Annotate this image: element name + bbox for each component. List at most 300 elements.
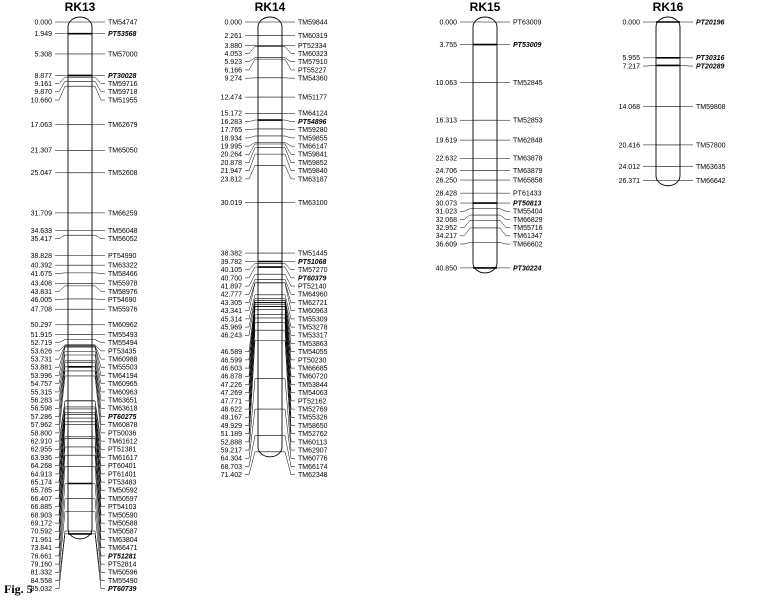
name-connector xyxy=(92,77,105,83)
name-connector xyxy=(282,136,295,138)
marker-position: 17.765 xyxy=(220,127,242,135)
name-connector xyxy=(92,345,105,351)
marker-position: 46.005 xyxy=(30,297,52,305)
marker-position: 12.474 xyxy=(220,94,242,102)
name-connector xyxy=(282,452,295,475)
marker-position: 62.910 xyxy=(30,438,52,446)
marker-name: TM52853 xyxy=(513,117,543,125)
marker-position: 71.961 xyxy=(30,536,52,544)
marker-position: 56.283 xyxy=(30,397,52,405)
marker-position: 68.703 xyxy=(220,463,242,471)
marker-name: PT53483 xyxy=(108,479,137,487)
marker-name: TM60113 xyxy=(298,439,328,447)
marker-name: PT51381 xyxy=(108,446,137,454)
position-connector xyxy=(55,352,68,384)
marker-position: 46.878 xyxy=(220,373,242,381)
marker-position: 64.304 xyxy=(220,455,242,463)
marker-position: 46.589 xyxy=(220,349,242,357)
name-connector xyxy=(282,436,295,467)
position-connector xyxy=(460,215,473,219)
marker-position: 66.885 xyxy=(30,504,52,512)
marker-name: TM56052 xyxy=(108,236,138,244)
marker-position: 38.828 xyxy=(30,253,52,261)
name-connector xyxy=(680,65,693,66)
marker-position: 55.315 xyxy=(30,389,52,397)
position-connector xyxy=(55,81,68,91)
marker-position: 49.167 xyxy=(220,414,242,422)
marker-name: TM63804 xyxy=(108,536,138,544)
chromosome-rk16 xyxy=(619,0,726,186)
marker-name: PT30028 xyxy=(108,72,137,80)
position-connector xyxy=(245,58,258,62)
marker-position: 8.877 xyxy=(34,72,52,80)
marker-name: TM58466 xyxy=(108,270,138,278)
marker-position: 22.632 xyxy=(435,155,457,163)
marker-name: TM66642 xyxy=(696,178,726,186)
marker-position: 41.675 xyxy=(30,270,52,278)
marker-name: TM64194 xyxy=(108,372,138,380)
marker-name: TM51177 xyxy=(298,94,328,102)
marker-position: 58.800 xyxy=(30,430,52,438)
position-connector xyxy=(245,129,258,130)
marker-name: TM58650 xyxy=(298,422,328,430)
marker-position: 7.217 xyxy=(622,63,640,71)
marker-name: TM57910 xyxy=(298,59,328,67)
marker-position: 9.161 xyxy=(34,81,52,89)
marker-name: TM52762 xyxy=(298,431,328,439)
marker-name: PT50813 xyxy=(513,200,542,208)
name-connector xyxy=(282,144,295,154)
marker-name: TM50590 xyxy=(108,512,138,520)
marker-name: PT51068 xyxy=(298,258,327,266)
position-connector xyxy=(245,142,258,146)
name-connector xyxy=(282,280,295,295)
marker-position: 54.757 xyxy=(30,381,52,389)
marker-position: 43.831 xyxy=(30,288,52,296)
marker-position: 52.719 xyxy=(30,340,52,348)
chromosome-bar xyxy=(656,17,680,186)
name-connector xyxy=(282,299,295,327)
marker-position: 84.558 xyxy=(30,577,52,585)
marker-name: TM66174 xyxy=(298,463,328,471)
marker-position: 76.661 xyxy=(30,553,52,561)
marker-name: PT50036 xyxy=(108,430,137,438)
marker-name: PT52334 xyxy=(298,42,327,50)
marker-position: 19.619 xyxy=(435,137,457,145)
position-connector xyxy=(245,144,258,154)
marker-position: 24.706 xyxy=(435,168,457,176)
marker-name: PT53435 xyxy=(108,348,137,356)
marker-position: 14.068 xyxy=(618,104,640,112)
name-connector xyxy=(92,299,105,300)
marker-position: 64.913 xyxy=(30,471,52,479)
marker-name: PT60275 xyxy=(108,413,137,421)
marker-position: 6.166 xyxy=(224,67,242,75)
marker-position: 24.012 xyxy=(618,163,640,171)
marker-position: 0.000 xyxy=(34,19,52,27)
position-connector xyxy=(245,436,258,467)
marker-name: TM66602 xyxy=(513,241,543,249)
marker-name: TM54055 xyxy=(298,349,328,357)
position-connector xyxy=(55,86,68,100)
marker-name: TM57000 xyxy=(108,51,138,59)
marker-position: 42.777 xyxy=(220,291,242,299)
marker-name: PT55227 xyxy=(298,67,327,75)
marker-position: 41.897 xyxy=(220,283,242,291)
marker-position: 32.068 xyxy=(435,216,457,224)
marker-name: TM62679 xyxy=(108,122,138,130)
marker-position: 47.771 xyxy=(220,398,242,406)
marker-position: 49.929 xyxy=(220,422,242,430)
marker-position: 57.286 xyxy=(30,413,52,421)
marker-name: TM52845 xyxy=(513,79,543,87)
name-connector xyxy=(497,215,510,219)
name-connector xyxy=(92,81,105,91)
marker-position: 59.217 xyxy=(220,447,242,455)
chromosome-bar xyxy=(68,17,92,539)
name-connector xyxy=(282,46,295,53)
name-connector xyxy=(92,512,105,573)
marker-name: PT60379 xyxy=(298,275,327,283)
marker-name: TM53863 xyxy=(298,340,328,348)
marker-position: 15.172 xyxy=(220,110,242,118)
marker-position: 10.660 xyxy=(30,97,52,105)
marker-position: 45.969 xyxy=(220,324,242,332)
marker-position: 9.870 xyxy=(34,89,52,97)
name-connector xyxy=(282,120,295,122)
name-connector xyxy=(497,242,510,244)
marker-position: 46.243 xyxy=(220,332,242,340)
marker-position: 43.408 xyxy=(30,280,52,288)
marker-name: TM63100 xyxy=(298,200,328,208)
marker-name: TM50596 xyxy=(108,569,138,577)
marker-position: 23.812 xyxy=(220,176,242,184)
marker-name: TM63651 xyxy=(108,397,138,405)
marker-position: 17.063 xyxy=(30,122,52,130)
marker-name: TM59852 xyxy=(298,159,328,167)
marker-name: TM51955 xyxy=(108,97,138,105)
marker-name: TM61612 xyxy=(108,438,138,446)
marker-position: 53.881 xyxy=(30,364,52,372)
position-connector xyxy=(55,345,68,359)
marker-position: 30.073 xyxy=(435,200,457,208)
marker-position: 20.264 xyxy=(220,151,242,159)
marker-name: TM55493 xyxy=(108,331,138,339)
marker-name: TM54747 xyxy=(108,19,138,27)
marker-position: 51.189 xyxy=(220,431,242,439)
marker-position: 2.261 xyxy=(224,33,242,41)
marker-name: TM66471 xyxy=(108,545,138,553)
name-connector xyxy=(92,235,105,238)
marker-position: 66.407 xyxy=(30,495,52,503)
marker-position: 16.283 xyxy=(220,118,242,126)
marker-position: 5.955 xyxy=(622,55,640,63)
marker-name: TM60963 xyxy=(298,308,328,316)
name-connector xyxy=(282,59,295,70)
marker-name: TM63879 xyxy=(513,168,543,176)
marker-name: PT52162 xyxy=(298,398,327,406)
marker-name: TM58976 xyxy=(108,288,138,296)
marker-position: 0.000 xyxy=(439,19,457,27)
marker-name: PT60739 xyxy=(108,586,137,594)
marker-name: TM53844 xyxy=(298,381,328,389)
marker-name: TM65858 xyxy=(513,177,543,185)
marker-name: TM59844 xyxy=(298,19,328,27)
marker-name: PT30224 xyxy=(513,265,542,273)
marker-name: TM52769 xyxy=(298,406,328,414)
position-connector xyxy=(460,228,473,236)
position-connector xyxy=(245,263,258,269)
marker-position: 40.700 xyxy=(220,275,242,283)
figure-caption: Fig. 5 xyxy=(4,582,33,596)
position-connector xyxy=(245,267,258,278)
marker-position: 63.936 xyxy=(30,454,52,462)
marker-position: 16.313 xyxy=(435,117,457,125)
name-connector xyxy=(497,220,510,227)
name-connector xyxy=(282,267,295,278)
marker-name: TM63187 xyxy=(298,176,328,184)
chromosome-rk14 xyxy=(221,0,328,479)
marker-name: TM59808 xyxy=(696,104,726,112)
position-connector xyxy=(245,59,258,70)
marker-position: 36.609 xyxy=(435,241,457,249)
marker-name: TM54360 xyxy=(298,75,328,83)
marker-name: TM55326 xyxy=(298,414,328,422)
marker-position: 21.947 xyxy=(220,168,242,176)
marker-name: TM62848 xyxy=(513,137,543,145)
marker-position: 35.417 xyxy=(30,236,52,244)
marker-position: 46.599 xyxy=(220,357,242,365)
marker-position: 3.755 xyxy=(439,42,457,50)
marker-position: 81.332 xyxy=(30,569,52,577)
marker-name: TM59280 xyxy=(298,127,328,135)
marker-name: TM60323 xyxy=(298,50,328,58)
position-connector xyxy=(55,345,68,351)
marker-position: 25.047 xyxy=(30,170,52,178)
name-connector xyxy=(92,86,105,100)
marker-position: 73.841 xyxy=(30,545,52,553)
marker-name: TM62721 xyxy=(298,299,328,307)
position-connector xyxy=(55,235,68,238)
marker-name: TM66147 xyxy=(298,143,328,151)
position-connector xyxy=(245,120,258,122)
marker-position: 1.949 xyxy=(34,31,52,39)
marker-position: 47.708 xyxy=(30,306,52,314)
marker-position: 51.915 xyxy=(30,331,52,339)
marker-name: TM66829 xyxy=(513,216,543,224)
marker-name: PT52140 xyxy=(298,283,327,291)
marker-position: 47.269 xyxy=(220,390,242,398)
marker-name: TM59840 xyxy=(298,168,328,176)
marker-name: TM55976 xyxy=(108,306,138,314)
name-connector xyxy=(92,286,105,292)
position-connector xyxy=(460,209,473,211)
marker-name: PT61401 xyxy=(108,471,137,479)
position-connector xyxy=(55,512,68,573)
marker-position: 53.626 xyxy=(30,348,52,356)
marker-name: TM60963 xyxy=(108,389,138,397)
position-connector xyxy=(55,339,68,342)
position-connector xyxy=(55,355,68,392)
marker-name: TM63618 xyxy=(108,405,138,413)
marker-position: 43.305 xyxy=(220,299,242,307)
position-connector xyxy=(245,136,258,138)
position-connector xyxy=(460,242,473,244)
marker-name: TM60965 xyxy=(108,381,138,389)
marker-position: 43.341 xyxy=(220,308,242,316)
marker-position: 0.000 xyxy=(224,19,242,27)
marker-position: 48.622 xyxy=(220,406,242,414)
marker-position: 0.000 xyxy=(622,19,640,27)
marker-position: 30.019 xyxy=(220,200,242,208)
marker-name: TM60319 xyxy=(298,33,328,41)
marker-name: PT52814 xyxy=(108,561,137,569)
name-connector xyxy=(92,345,105,359)
marker-position: 31.709 xyxy=(30,210,52,218)
marker-name: TM50587 xyxy=(108,528,138,536)
marker-name: PT50230 xyxy=(298,357,327,365)
marker-name: TM55716 xyxy=(513,225,543,233)
marker-position: 62.955 xyxy=(30,446,52,454)
marker-name: PT54690 xyxy=(108,297,137,305)
marker-position: 70.592 xyxy=(30,528,52,536)
chromosome-title: RK14 xyxy=(254,0,286,14)
marker-name: PT20196 xyxy=(696,19,725,27)
marker-name: TM52608 xyxy=(108,170,138,178)
marker-name: TM53278 xyxy=(298,324,328,332)
marker-name: TM55978 xyxy=(108,280,138,288)
name-connector xyxy=(92,352,105,384)
marker-name: PT20289 xyxy=(696,63,725,71)
marker-name: TM56048 xyxy=(108,227,138,235)
marker-name: TM61347 xyxy=(513,233,543,241)
marker-name: TM53317 xyxy=(298,332,328,340)
chromosome-rk13 xyxy=(31,0,138,593)
chromosome-rk15 xyxy=(436,0,543,273)
marker-position: 47.226 xyxy=(220,381,242,389)
position-connector xyxy=(245,165,258,179)
marker-name: TM60962 xyxy=(108,322,138,330)
position-connector xyxy=(245,299,258,327)
name-connector xyxy=(282,129,295,130)
marker-name: PT60401 xyxy=(108,463,137,471)
marker-position: 26.371 xyxy=(618,178,640,186)
marker-name: TM60776 xyxy=(298,455,328,463)
marker-position: 71.402 xyxy=(220,472,242,480)
position-connector xyxy=(245,274,258,286)
position-connector xyxy=(460,220,473,227)
marker-name: TM64124 xyxy=(298,110,328,118)
marker-name: TM51445 xyxy=(298,250,328,258)
marker-name: PT54990 xyxy=(108,253,137,261)
marker-position: 19.995 xyxy=(220,143,242,151)
marker-position: 21.307 xyxy=(30,147,52,155)
marker-position: 10.063 xyxy=(435,79,457,87)
marker-name: PT51281 xyxy=(108,553,137,561)
marker-position: 46.603 xyxy=(220,365,242,373)
marker-name: TM57270 xyxy=(298,267,328,275)
marker-position: 52.888 xyxy=(220,439,242,447)
marker-name: TM62348 xyxy=(298,472,328,480)
marker-name: TM59718 xyxy=(108,89,138,97)
marker-position: 3.880 xyxy=(224,42,242,50)
position-connector xyxy=(245,452,258,475)
marker-name: TM55494 xyxy=(108,340,138,348)
marker-position: 9.274 xyxy=(224,75,242,83)
chromosome-bar xyxy=(473,17,497,273)
name-connector xyxy=(282,263,295,269)
marker-position: 64.268 xyxy=(30,463,52,471)
marker-name: TM59855 xyxy=(298,135,328,143)
position-connector xyxy=(55,299,68,300)
marker-position: 28.428 xyxy=(435,190,457,198)
position-connector xyxy=(55,77,68,83)
marker-position: 79.160 xyxy=(30,561,52,569)
marker-name: TM64960 xyxy=(298,291,328,299)
marker-position: 34.217 xyxy=(435,233,457,241)
marker-name: TM57800 xyxy=(696,142,726,150)
marker-name: TM66259 xyxy=(108,210,138,218)
marker-position: 32.952 xyxy=(435,225,457,233)
marker-name: TM55309 xyxy=(298,316,328,324)
marker-name: TM50592 xyxy=(108,487,138,495)
marker-position: 85.032 xyxy=(30,586,52,594)
marker-position: 56.598 xyxy=(30,405,52,413)
position-connector xyxy=(55,286,68,292)
marker-name: TM55404 xyxy=(513,208,543,216)
marker-name: TM50588 xyxy=(108,520,138,528)
marker-position: 38.382 xyxy=(220,250,242,258)
chromosome-title: RK16 xyxy=(652,0,684,14)
position-connector xyxy=(643,65,656,66)
marker-name: TM63322 xyxy=(108,262,138,270)
marker-name: TM61617 xyxy=(108,454,138,462)
marker-name: TM62907 xyxy=(298,447,328,455)
marker-position: 20.878 xyxy=(220,159,242,167)
marker-position: 65.785 xyxy=(30,487,52,495)
marker-name: PT53568 xyxy=(108,31,137,39)
marker-position: 5.923 xyxy=(224,59,242,67)
marker-position: 39.782 xyxy=(220,258,242,266)
name-connector xyxy=(92,355,105,392)
chromosome-title: RK13 xyxy=(64,0,96,14)
marker-position: 68.903 xyxy=(30,512,52,520)
marker-name: PT53009 xyxy=(513,42,542,50)
marker-position: 53.731 xyxy=(30,356,52,364)
marker-name: TM60878 xyxy=(108,422,138,430)
marker-name: PT54103 xyxy=(108,504,137,512)
marker-name: TM59841 xyxy=(298,151,328,159)
marker-name: PT61433 xyxy=(513,190,542,198)
marker-position: 50.297 xyxy=(30,322,52,330)
name-connector xyxy=(497,228,510,236)
marker-name: TM63878 xyxy=(513,155,543,163)
name-connector xyxy=(282,165,295,179)
marker-position: 65.174 xyxy=(30,479,52,487)
name-connector xyxy=(282,58,295,62)
name-connector xyxy=(282,274,295,286)
marker-name: TM55503 xyxy=(108,364,138,372)
name-connector xyxy=(92,339,105,342)
name-connector xyxy=(497,209,510,211)
marker-position: 45.314 xyxy=(220,316,242,324)
marker-position: 57.962 xyxy=(30,422,52,430)
name-connector xyxy=(282,142,295,146)
chromosome-bar xyxy=(258,17,282,457)
marker-position: 18.934 xyxy=(220,135,242,143)
marker-position: 26.250 xyxy=(435,177,457,185)
marker-position: 4.053 xyxy=(224,50,242,58)
